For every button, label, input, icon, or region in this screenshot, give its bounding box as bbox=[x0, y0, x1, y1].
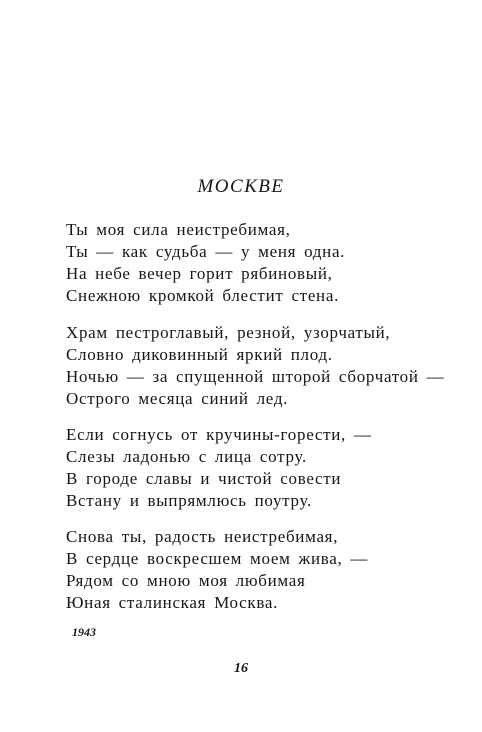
poem-line: Снова ты, радость неистребимая, bbox=[66, 527, 339, 546]
poem-line: Словно диковинный яркий плод. bbox=[66, 345, 333, 364]
poem-line: Если согнусь от кручины-горести, — bbox=[66, 425, 372, 444]
poem-line: Ночью — за спущенной шторой сборчатой — bbox=[66, 367, 445, 386]
poem-line: Слезы ладонью с лица сотру. bbox=[66, 447, 307, 466]
poem-year: 1943 bbox=[72, 625, 96, 639]
poem-line: В городе славы и чистой совести bbox=[66, 469, 342, 488]
poem-line: Ты моя сила неистребимая, bbox=[66, 220, 291, 239]
page-number: 16 bbox=[234, 661, 248, 676]
stanza-4 bbox=[66, 526, 466, 614]
poem-line: Храм пестроглавый, резной, узорчатый, bbox=[66, 323, 391, 342]
stanza-1 bbox=[66, 219, 466, 307]
poem-line: На небе вечер горит рябиновый, bbox=[66, 264, 333, 283]
poem-line: Встану и выпрямлюсь поутру. bbox=[66, 491, 312, 510]
poem-line: Снежною кромкой блестит стена. bbox=[66, 286, 340, 305]
poem-line: Ты — как судьба — у меня одна. bbox=[66, 242, 346, 261]
poem-line: Острого месяца синий лед. bbox=[66, 389, 289, 408]
poem-title: МОСКВЕ bbox=[197, 176, 285, 197]
poem-line: Рядом со мною моя любимая bbox=[66, 571, 306, 590]
poem-line: Юная сталинская Москва. bbox=[66, 593, 279, 612]
poem-line: В сердце воскресшем моем жива, — bbox=[66, 549, 369, 568]
stanza-2 bbox=[66, 322, 466, 410]
stanza-3 bbox=[66, 424, 466, 512]
